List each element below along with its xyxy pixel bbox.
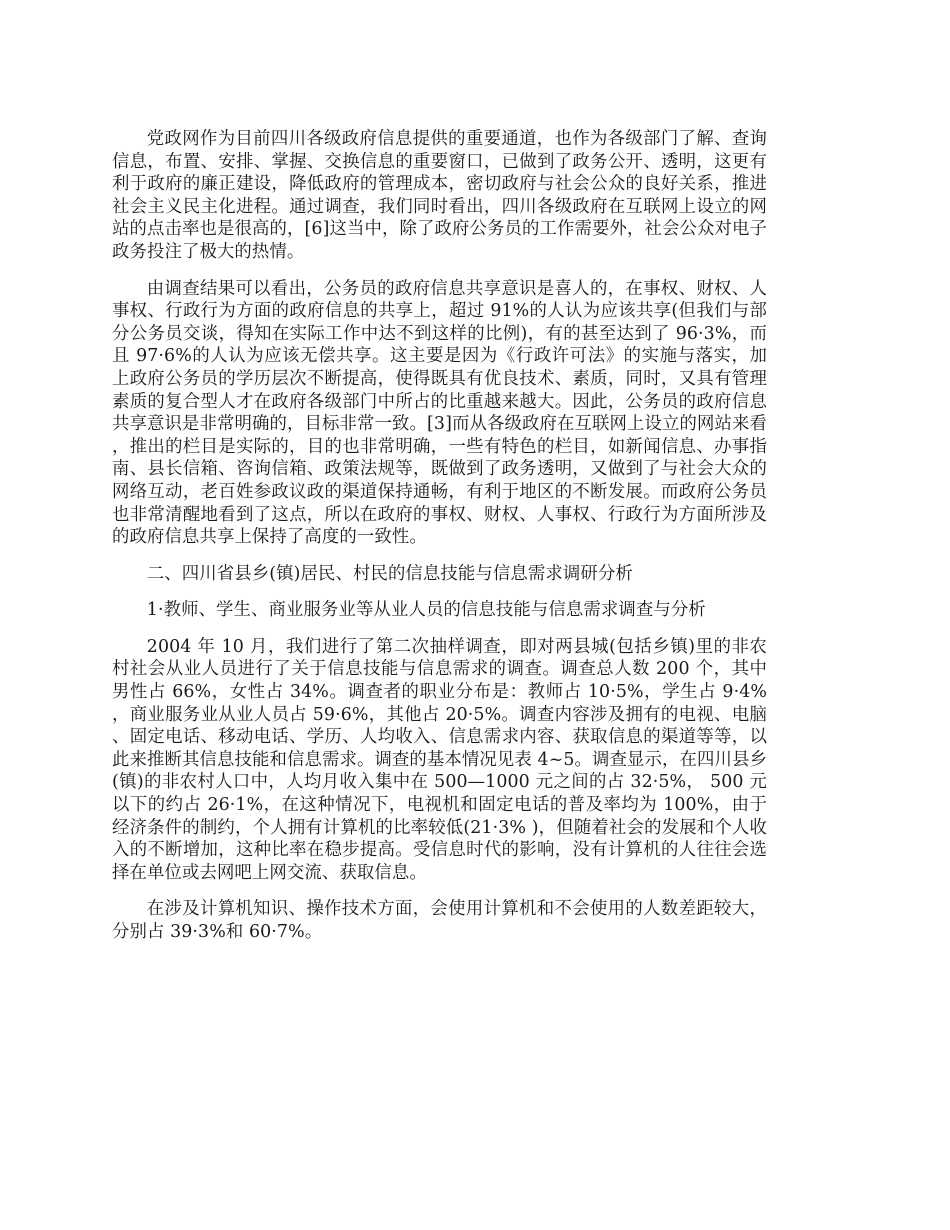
paragraph-survey-2004: 2004 年 10 月，我们进行了第二次抽样调查，即对两县城(包括乡镇)里的非农村社会从业人员进行了关于信息技能与信息需求的调查。调查总人数 200 个，其中男性占 66%，女性占 34%。调查者的职业分布是：教师占 10·5%，学生占 9·4%，商业服务业从业人员占 59·6%，其他占 20·5%。调查内容涉及拥有的电视、电脑、固定电话、移动电话、学历、人均收入、信息需求内容、获取信息的渠道等等，以此来推断其信息技能和信息需求。调查的基本情况见表 4~5。调查显示，在四川县乡(镇)的非农村人口中，人均月收入集中在 500—1000 元之间的占 32·5%， 500 元以下的约占 26·1%，在这种情况下，电视机和固定电话的普及率均为 100%，由于经济条件的制约，个人拥有计算机的比率较低(21·3% )，但随着社会的发展和个人收入的不断增加，这种比率在稳步提高。受信息时代的影响，没有计算机的人往往会选择在单位或去网吧上网交流、获取信息。 — [112, 636, 767, 883]
paragraph-computer-skills: 在涉及计算机知识、操作技术方面，会使用计算机和不会使用的人数差距较大，分别占 39·3%和 60·7%。 — [112, 899, 767, 942]
section-heading: 二、四川省县乡(镇)居民、村民的信息技能与信息需求调研分析 — [146, 563, 633, 584]
subsection-heading: 1·教师、学生、商业服务业等从业人员的信息技能与信息需求调查与分析 — [146, 600, 706, 621]
document-page — [112, 128, 767, 958]
paragraph-info-sharing: 由调查结果可以看出，公务员的政府信息共享意识是喜人的，在事权、财权、人事权、行政行为方面的政府信息的共享上，超过 91%的人认为应该共享(但我们与部分公务员交谈，得知在实际工作中达不到这样的比例)，有的甚至达到了 96·3%，而且 97·6%的人认为应该无偿共享。这主要是因为《行政许可法》的实施与落实，加上政府公务员的学历层次不断提高，使得既具有优良技术、素质，同时，又具有管理素质的复合型人才在政府各级部门中所占的比重越来越大。因此，公务员的政府信息共享意识是非常明确的，目标非常一致。[3]而从各级政府在互联网上设立的网站来看，推出的栏目是实际的，目的也非常明确，一些有特色的栏目，如新闻信息、办事指南、县长信箱、咨询信箱、政策法规等，既做到了政务透明，又做到了与社会大众的网络互动，老百姓参政议政的渠道保持通畅，有利于地区的不断发展。而政府公务员也非常清醒地看到了这点，所以在政府的事权、财权、人事权、行政行为方面所涉及的政府信息共享上保持了高度的一致性。 — [112, 278, 767, 548]
paragraph-egov-portal: 党政网作为目前四川各级政府信息提供的重要通道，也作为各级部门了解、查询信息，布置、安排、掌握、交换信息的重要窗口，已做到了政务公开、透明，这更有利于政府的廉正建设，降低政府的管理成本，密切政府与社会公众的良好关系，推进社会主义民主化进程。通过调查，我们同时看出，四川各级政府在互联网上设立的网站的点击率也是很高的，[6]这当中，除了政府公务员的工作需要外，社会公众对电子政务投注了极大的热情。 — [112, 129, 767, 262]
